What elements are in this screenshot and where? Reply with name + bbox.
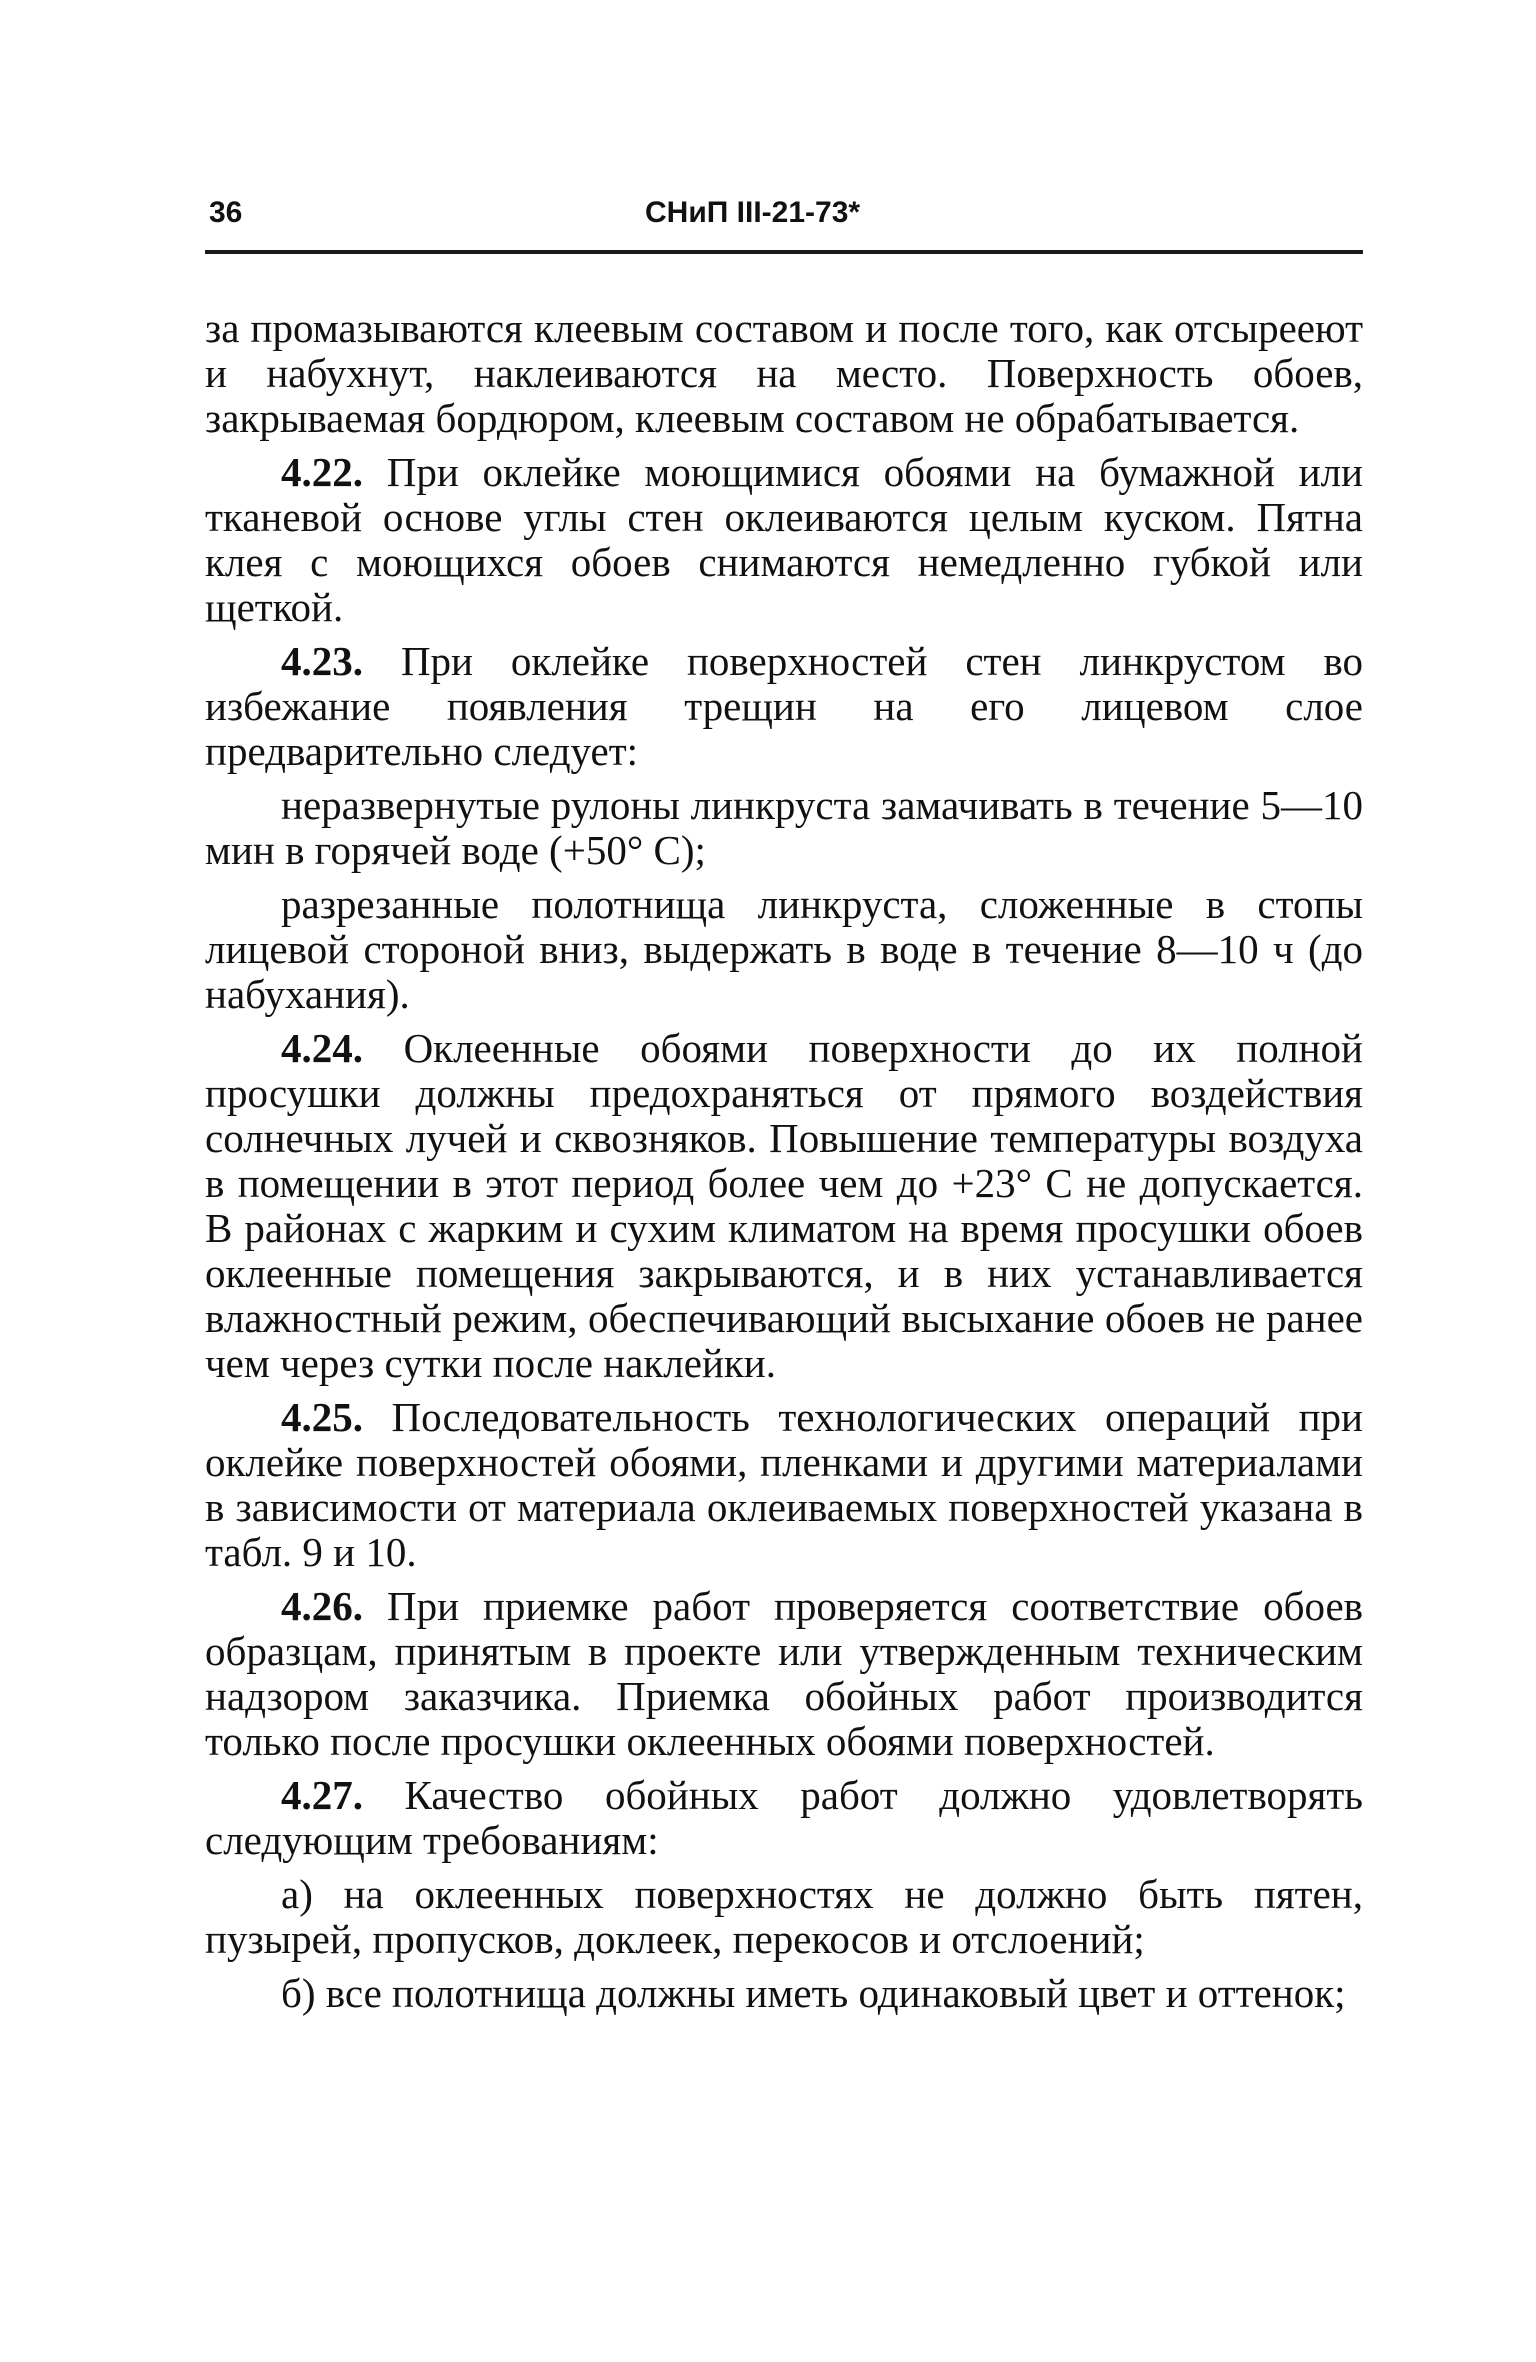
- clause-4-26: 4.26. При приемке работ проверяется соответствие обоев образцам, принятым в проекте или утвержденным техническим надзором заказчика. Приемка обойных работ производится только после просушки оклеенных обоями поверхностей.: [205, 1583, 1363, 1764]
- clause-number: 4.22.: [281, 449, 363, 495]
- clause-number: 4.23.: [281, 638, 363, 684]
- clause-4-23: 4.23. При оклейке поверхностей стен линкрустом во избежание появления трещин на его лицевом слое предварительно следует:: [205, 638, 1364, 774]
- body-text: [205, 306, 1363, 2025]
- list-item: а) на оклеенных поверхностях не должно быть пятен, пузырей, пропусков, доклеек, перекосов и отслоений;: [205, 1871, 1363, 1962]
- clause-number: 4.25.: [281, 1394, 363, 1440]
- clause-4-25: 4.25. Последовательность технологических операций при оклейке поверхностей обоями, пленками и другими материалами в зависимости от материала оклеиваемых поверхностей указана в табл. 9 и 10.: [205, 1394, 1363, 1575]
- clause-number: 4.26.: [281, 1583, 363, 1629]
- clause-4-27: 4.27. Качество обойных работ должно удовлетворять следующим требованиям:: [205, 1772, 1363, 1863]
- clause-4-24: 4.24. Оклеенные обоями поверхности до их полной просушки должны предохраняться от прямого воздействия солнечных лучей и сквозняков. Повышение температуры воздуха в помещении в этот период более чем до +23° С не допускается. В районах с жарким и сухим климатом на время просушки обоев оклеенные помещения закрываются, и в них устанавливается влажностный режим, обеспечивающий высыхание обоев не ранее чем через сутки после наклейки.: [205, 1025, 1363, 1386]
- clause-4-22: 4.22. При оклейке моющимися обоями на бумажной или тканевой основе углы стен оклеиваются целым куском. Пятна клея с моющихся обоев снимаются немедленно губкой или щеткой.: [205, 449, 1364, 630]
- list-item: неразвернутые рулоны линкруста замачивать в течение 5—10 мин в горячей воде (+50° С);: [205, 782, 1363, 873]
- list-item: разрезанные полотнища линкруста, сложенные в стопы лицевой стороной вниз, выдержать в воде в течение 8—10 ч (до набухания).: [205, 881, 1363, 1017]
- clause-number: 4.27.: [281, 1772, 363, 1818]
- page-number: 36: [209, 196, 243, 229]
- list-item: б) все полотнища должны иметь одинаковый цвет и оттенок;: [281, 1970, 1346, 2016]
- header-rule: [205, 250, 1363, 254]
- paragraph-continuation: за промазываются клеевым составом и после того, как отсырееют и набухнут, наклеиваются на место. Поверхность обоев, закрываемая бордюром, клеевым составом не обрабатывается.: [205, 305, 1363, 441]
- page-header: [205, 196, 1363, 252]
- document-code: СНиП III-21-73*: [645, 196, 861, 229]
- clause-number: 4.24.: [281, 1025, 363, 1071]
